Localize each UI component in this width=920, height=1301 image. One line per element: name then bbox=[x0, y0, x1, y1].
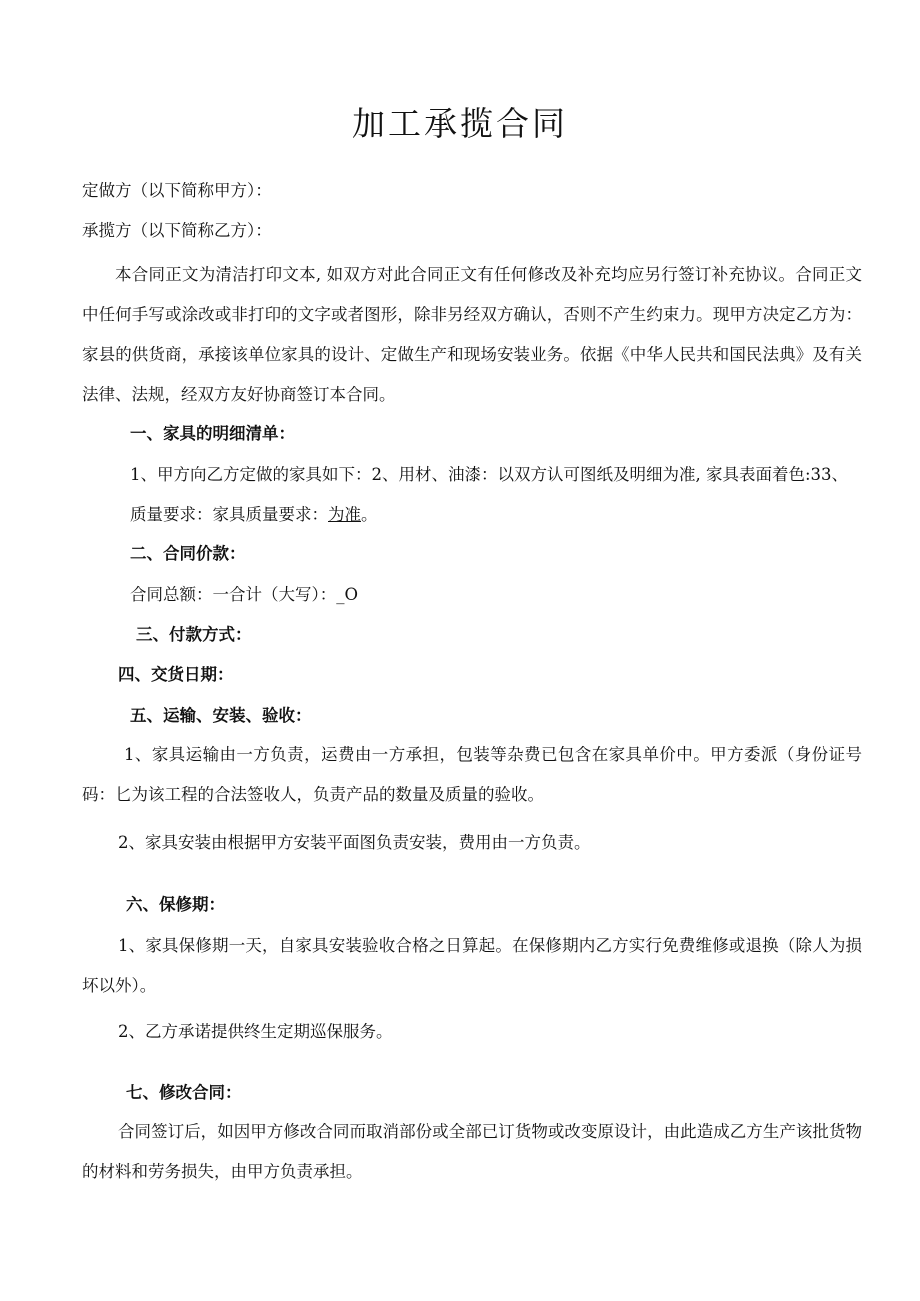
quality-prefix: 质量要求：家具质量要求： bbox=[130, 505, 328, 524]
section-5-paragraph-2: 2、家具安装由根据甲方安装平面图负责安装，费用由一方负责。 bbox=[118, 833, 591, 852]
section-2-heading: 二、合同价款： bbox=[130, 544, 246, 563]
quality-suffix: 。 bbox=[361, 505, 378, 524]
page-title: 加工承揽合同 bbox=[352, 104, 568, 143]
section-1-heading: 一、家具的明细清单： bbox=[130, 424, 295, 443]
section-6-paragraph-1: 1、家具保修期一天，自家具安装验收合格之日算起。在保修期内乙方实行免费维修或退换（除人为损坏以外）。 bbox=[82, 936, 862, 995]
section-1-line-1: 1、甲方向乙方定做的家具如下：2、用材、油漆：以双方认可图纸及明细为准, 家具表面着色:33、 bbox=[130, 465, 849, 484]
section-5-paragraph-1: 1、家具运输由一方负责，运费由一方承担，包装等杂费已包含在家具单价中。甲方委派（身份证号码：匕为该工程的合法签收人，负责产品的数量及质量的验收。 bbox=[82, 745, 862, 804]
party-b-line: 承揽方（以下简称乙方）： bbox=[82, 221, 272, 240]
party-a-line: 定做方（以下简称甲方）： bbox=[82, 181, 272, 200]
section-1-line-2 bbox=[130, 504, 378, 526]
section-7-heading: 七、修改合同： bbox=[126, 1083, 242, 1102]
section-6-heading: 六、保修期： bbox=[126, 895, 225, 914]
contract-total-line: 合同总额：一合计（大写）：_O bbox=[130, 585, 359, 604]
quality-standard-blank: 为准 bbox=[328, 505, 361, 524]
section-5-heading: 五、运输、安装、验收： bbox=[130, 706, 312, 725]
intro-paragraph: 本合同正文为清洁打印文本, 如双方对此合同正文有任何修改及补充均应另行签订补充协议。合同正文中任何手写或涂改或非打印的文字或者图形，除非另经双方确认，否则不产生约束力。现甲方决定乙方为：家县的供货商，承接该单位家具的设计、定做生产和现场安装业务。依据《中华人民共和国民法典》及有关法律、法规，经双方友好协商签订本合同。 bbox=[82, 265, 862, 404]
section-6-paragraph-2: 2、乙方承诺提供终生定期巡保服务。 bbox=[118, 1022, 393, 1041]
section-4-heading: 四、交货日期： bbox=[118, 665, 234, 684]
section-7-paragraph-1: 合同签订后，如因甲方修改合同而取消部份或全部已订货物或改变原设计，由此造成乙方生产该批货物的材料和劳务损失，由甲方负责承担。 bbox=[82, 1122, 862, 1181]
section-3-heading: 三、付款方式： bbox=[136, 625, 252, 644]
